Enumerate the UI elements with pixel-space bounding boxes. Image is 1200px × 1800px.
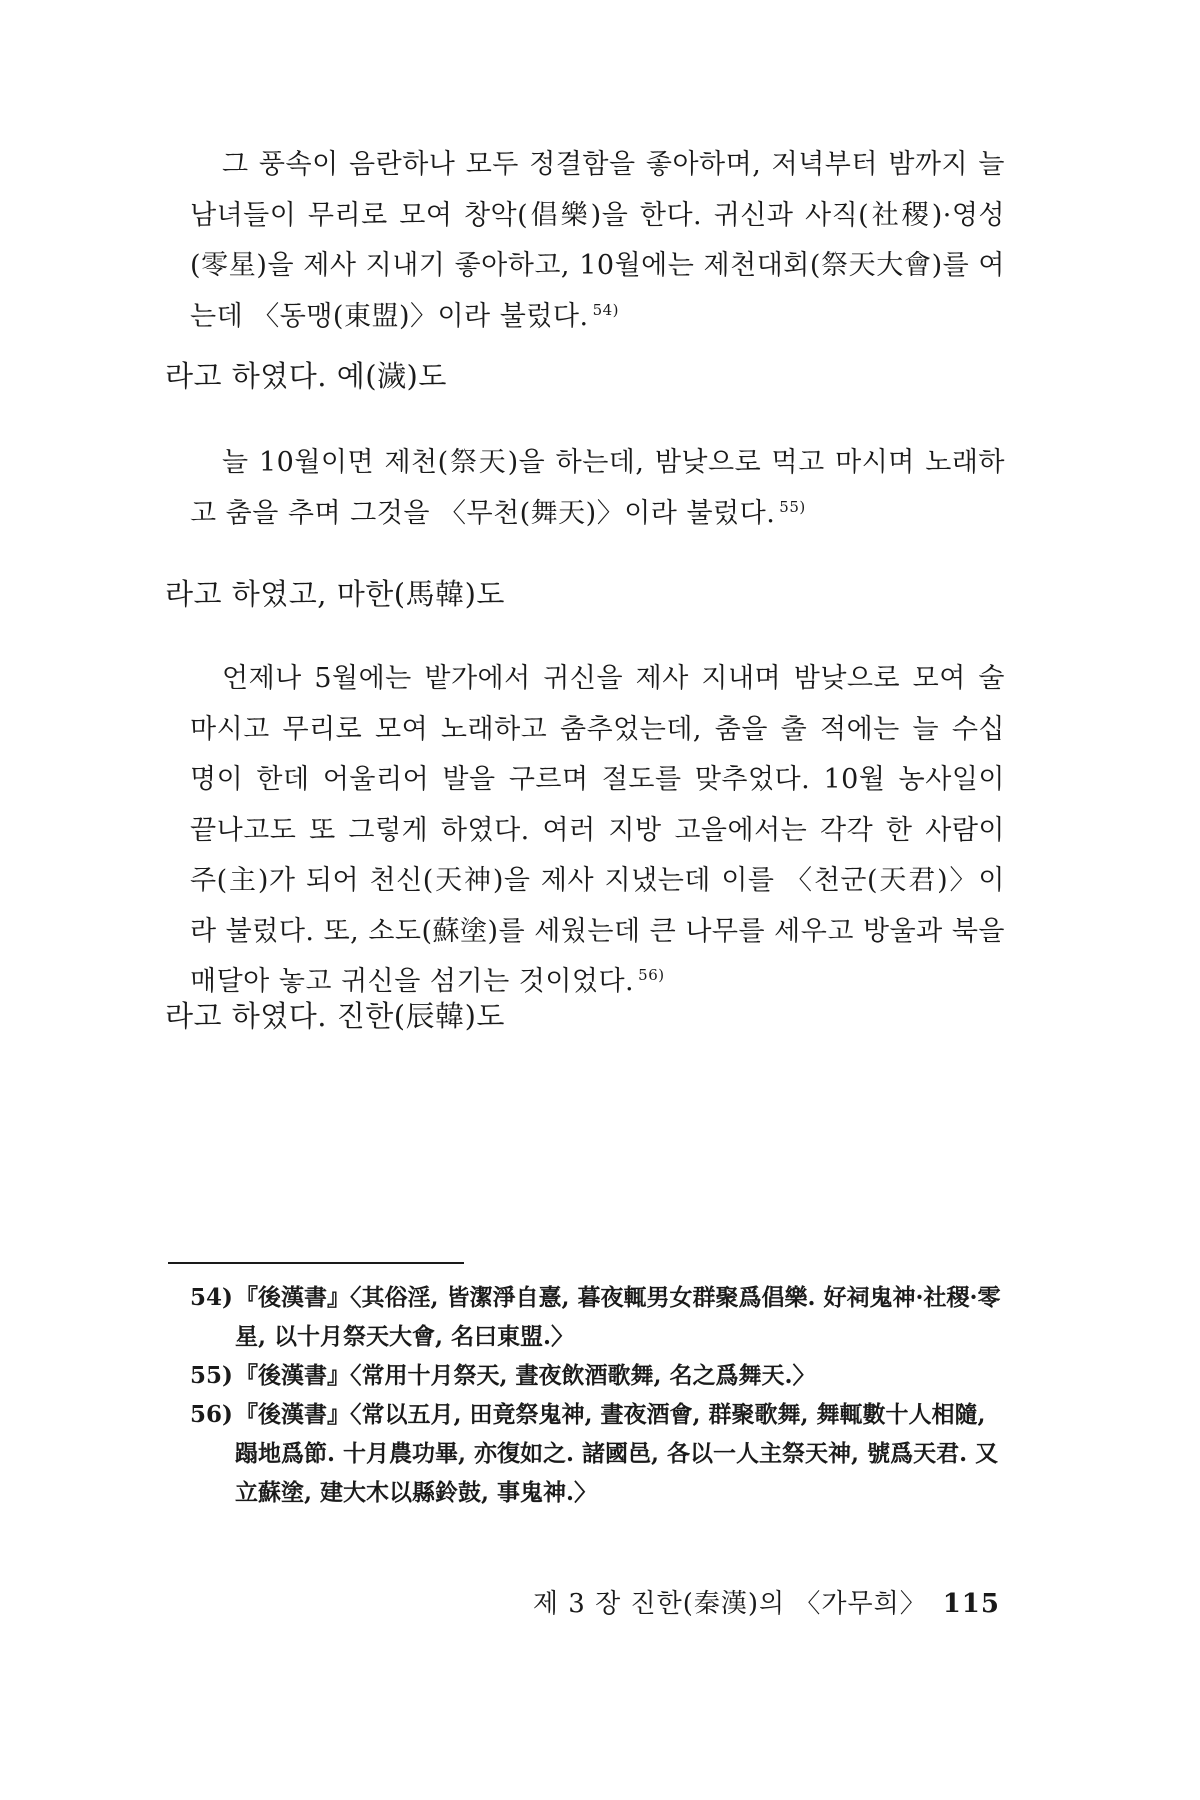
transition-line: 라고 하였다. 예(濊)도 xyxy=(165,359,447,393)
block-quote-goguryeo xyxy=(190,140,1005,342)
block-quote-ye xyxy=(190,438,1005,539)
quote-paragraph xyxy=(190,654,1005,1008)
footnote-text: 『後漢書』〈常用十月祭天, 晝夜飲酒歌舞, 名之爲舞天.〉 xyxy=(235,1362,816,1389)
chapter-title: 제 3 장 진한(秦漢)의 〈가무희〉 xyxy=(532,1589,927,1619)
quote-text: 늘 10월이면 제천(祭天)을 하는데, 밤낮으로 먹고 마시며 노래하고 춤을 추며 그것을 〈무천(舞天)〉이라 불렀다. xyxy=(190,447,1005,529)
footnote-text: 『後漢書』〈常以五月, 田竟祭鬼神, 晝夜酒會, 群聚歌舞, 舞輒數十人相隨, 蹋地爲節. 十月農功畢, 亦復如之. 諸國邑, 各以一人主祭天神, 號爲天君. 又立蘇塗, 建大木以縣鈴鼓, 事鬼神.〉 xyxy=(235,1401,999,1506)
footnote-number: 55) xyxy=(190,1362,233,1389)
quote-text: 언제나 5월에는 밭가에서 귀신을 제사 지내며 밤낮으로 모여 술 마시고 무리로 모여 노래하고 춤추었는데, 춤을 출 적에는 늘 수십 명이 한데 어울리어 발을 구르며 절도를 맞추었다. 10월 농사일이 끝나고도 또 그렇게 하였다. 여러 지방 고을에서는 각각 한 사람이 주(主)가 되어 천신(天神)을 제사 지냈는데 이를 〈천군(天君)〉이라 불렀다. 또, 소도(蘇塗)를 세웠는데 큰 나무를 세우고 방울과 북을 매달아 놓고 귀신을 섬기는 것이었다. xyxy=(190,663,1005,997)
transition-line: 라고 하였다. 진한(辰韓)도 xyxy=(165,999,505,1033)
footnote-reference[interactable]: 55) xyxy=(779,497,806,516)
running-footer xyxy=(533,1583,1000,1620)
quote-paragraph xyxy=(190,140,1005,342)
block-quote-mahan xyxy=(190,654,1005,1008)
quote-paragraph xyxy=(190,438,1005,539)
quote-text: 그 풍속이 음란하나 모두 정결함을 좋아하며, 저녁부터 밤까지 늘 남녀들이 무리로 모여 창악(倡樂)을 한다. 귀신과 사직(社稷)·영성(零星)을 제사 지내기 좋아하고, 10월에는 제천대회(祭天大會)를 여는데 〈동맹(東盟)〉이라 불렀다. xyxy=(190,149,1005,332)
footnote-reference[interactable]: 54) xyxy=(592,300,620,319)
footnote-56 xyxy=(190,1395,1015,1512)
footnote-54 xyxy=(190,1278,1015,1356)
footnote-55 xyxy=(190,1356,1015,1395)
footnotes xyxy=(190,1278,1015,1512)
footnote-number: 54) xyxy=(190,1284,233,1311)
footnote-number: 56) xyxy=(190,1401,233,1428)
footnote-reference[interactable]: 56) xyxy=(638,966,665,984)
page-number: 115 xyxy=(942,1589,1000,1619)
transition-line: 라고 하였고, 마한(馬韓)도 xyxy=(165,577,505,611)
footnote-text: 『後漢書』〈其俗淫, 皆潔淨自憙, 暮夜輒男女群聚爲倡樂. 好祠鬼神·社稷·零星, 以十月祭天大會, 名曰東盟.〉 xyxy=(235,1284,1001,1350)
footnote-divider xyxy=(168,1262,464,1264)
